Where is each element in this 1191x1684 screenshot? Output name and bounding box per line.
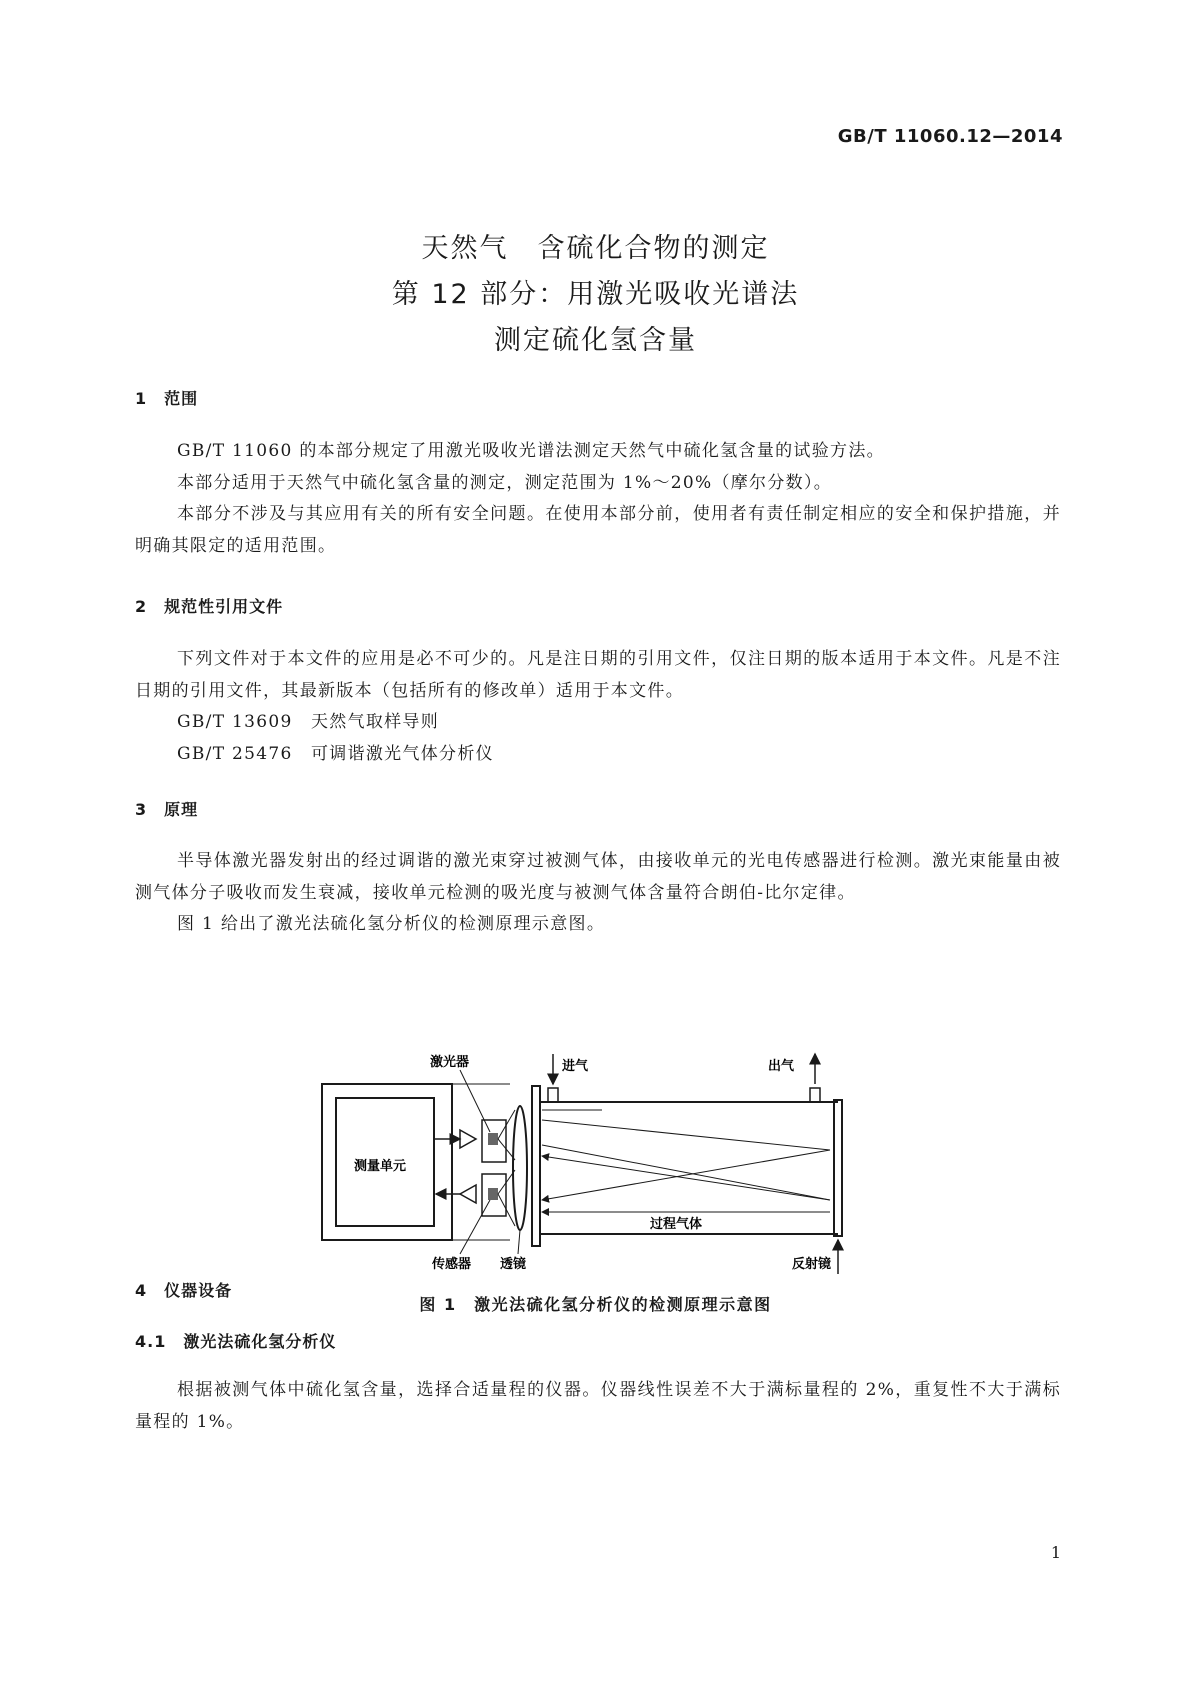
reference-row — [135, 739, 1061, 771]
section-4-1-paragraph-1: 根据被测气体中硫化氢含量，选择合适量程的仪器。仪器线性误差不大于满标量程的 2%，重复性不大于满标量程的 1%。 — [135, 1380, 1061, 1432]
reference-code: GB/T 13609 — [177, 712, 293, 732]
title-line-1: 天然气 含硫化合物的测定 — [421, 233, 770, 264]
section-2-heading: 2 规范性引用文件 — [135, 597, 284, 616]
laser-beam — [542, 1120, 830, 1150]
section-2-body — [135, 644, 1061, 770]
standard-id: GB/T 11060.12—2014 — [837, 126, 1063, 147]
label-lens: 透镜 — [500, 1257, 527, 1272]
section-3-body — [135, 846, 1061, 941]
label-gas-in: 进气 — [562, 1059, 589, 1074]
sensor-chip — [488, 1188, 498, 1200]
section-4-1-body — [135, 1375, 1061, 1438]
section-4-1-heading: 4.1 激光法硫化氢分析仪 — [135, 1332, 337, 1351]
label-laser: 激光器 — [430, 1055, 470, 1070]
label-gas-out: 出气 — [768, 1059, 795, 1074]
section-1-body — [135, 436, 1061, 562]
section-4-heading: 4 仪器设备 — [135, 1281, 233, 1300]
reference-row — [135, 707, 1061, 739]
label-mirror: 反射镜 — [792, 1257, 832, 1272]
section-3-heading: 3 原理 — [135, 800, 199, 819]
reflector-mirror — [834, 1100, 842, 1236]
label-measure-unit: 测量单元 — [354, 1159, 407, 1174]
page-number: 1 — [1050, 1543, 1061, 1562]
label-process-gas: 过程气体 — [650, 1217, 703, 1232]
section-3-paragraph-2: 图 1 给出了激光法硫化氢分析仪的检测原理示意图。 — [177, 914, 606, 934]
laser-driver-triangle — [460, 1130, 476, 1148]
laser-beam — [542, 1150, 830, 1200]
section-1-heading: 1 范围 — [135, 389, 199, 408]
gas-outlet-port — [810, 1088, 820, 1102]
label-sensor-leader — [460, 1200, 490, 1254]
section-1-paragraph-1: GB/T 11060 的本部分规定了用激光吸收光谱法测定天然气中硫化氢含量的试验方法。 — [177, 441, 885, 461]
section-2-paragraph-1: 下列文件对于本文件的应用是必不可少的。凡是注日期的引用文件，仅注日期的版本适用于本文件。凡是不注日期的引用文件，其最新版本（包括所有的修改单）适用于本文件。 — [135, 649, 1061, 701]
label-sensor: 传感器 — [432, 1257, 472, 1272]
figure-1 — [310, 1050, 890, 1280]
sensor-amplifier-triangle — [460, 1185, 476, 1203]
figure-caption: 图 1 激光法硫化氢分析仪的检测原理示意图 — [419, 1295, 772, 1314]
reference-title: 可调谐激光气体分析仪 — [310, 743, 494, 764]
reference-title: 天然气取样导则 — [310, 712, 440, 732]
title-line-3: 测定硫化氢含量 — [494, 325, 697, 356]
laser-beam — [542, 1156, 830, 1200]
label-laser-leader — [460, 1070, 490, 1132]
title-line-2: 第 12 部分：用激光吸收光谱法 — [391, 279, 800, 310]
reference-code: GB/T 25476 — [177, 743, 293, 764]
section-1-paragraph-3: 本部分不涉及与其应用有关的所有安全问题。在使用本部分前，使用者有责任制定相应的安全和保护措施，并明确其限定的适用范围。 — [135, 504, 1061, 556]
lens-shape — [513, 1106, 527, 1230]
document-title — [0, 226, 1191, 364]
section-3-paragraph-1: 半导体激光器发射出的经过调谐的激光束穿过被测气体，由接收单元的光电传感器进行检测。激光束能量由被测气体分子吸收而发生衰减，接收单元检测的吸光度与被测气体含量符合朗伯-比尔定律。 — [135, 851, 1061, 903]
label-lens-leader — [518, 1230, 520, 1254]
window-flange — [532, 1086, 540, 1246]
gas-inlet-port — [548, 1088, 558, 1102]
laser-beam — [542, 1145, 830, 1200]
section-1-paragraph-2: 本部分适用于天然气中硫化氢含量的测定，测定范围为 1%～20%（摩尔分数）。 — [177, 472, 833, 493]
principle-diagram — [310, 1050, 890, 1280]
laser-chip — [488, 1133, 498, 1145]
